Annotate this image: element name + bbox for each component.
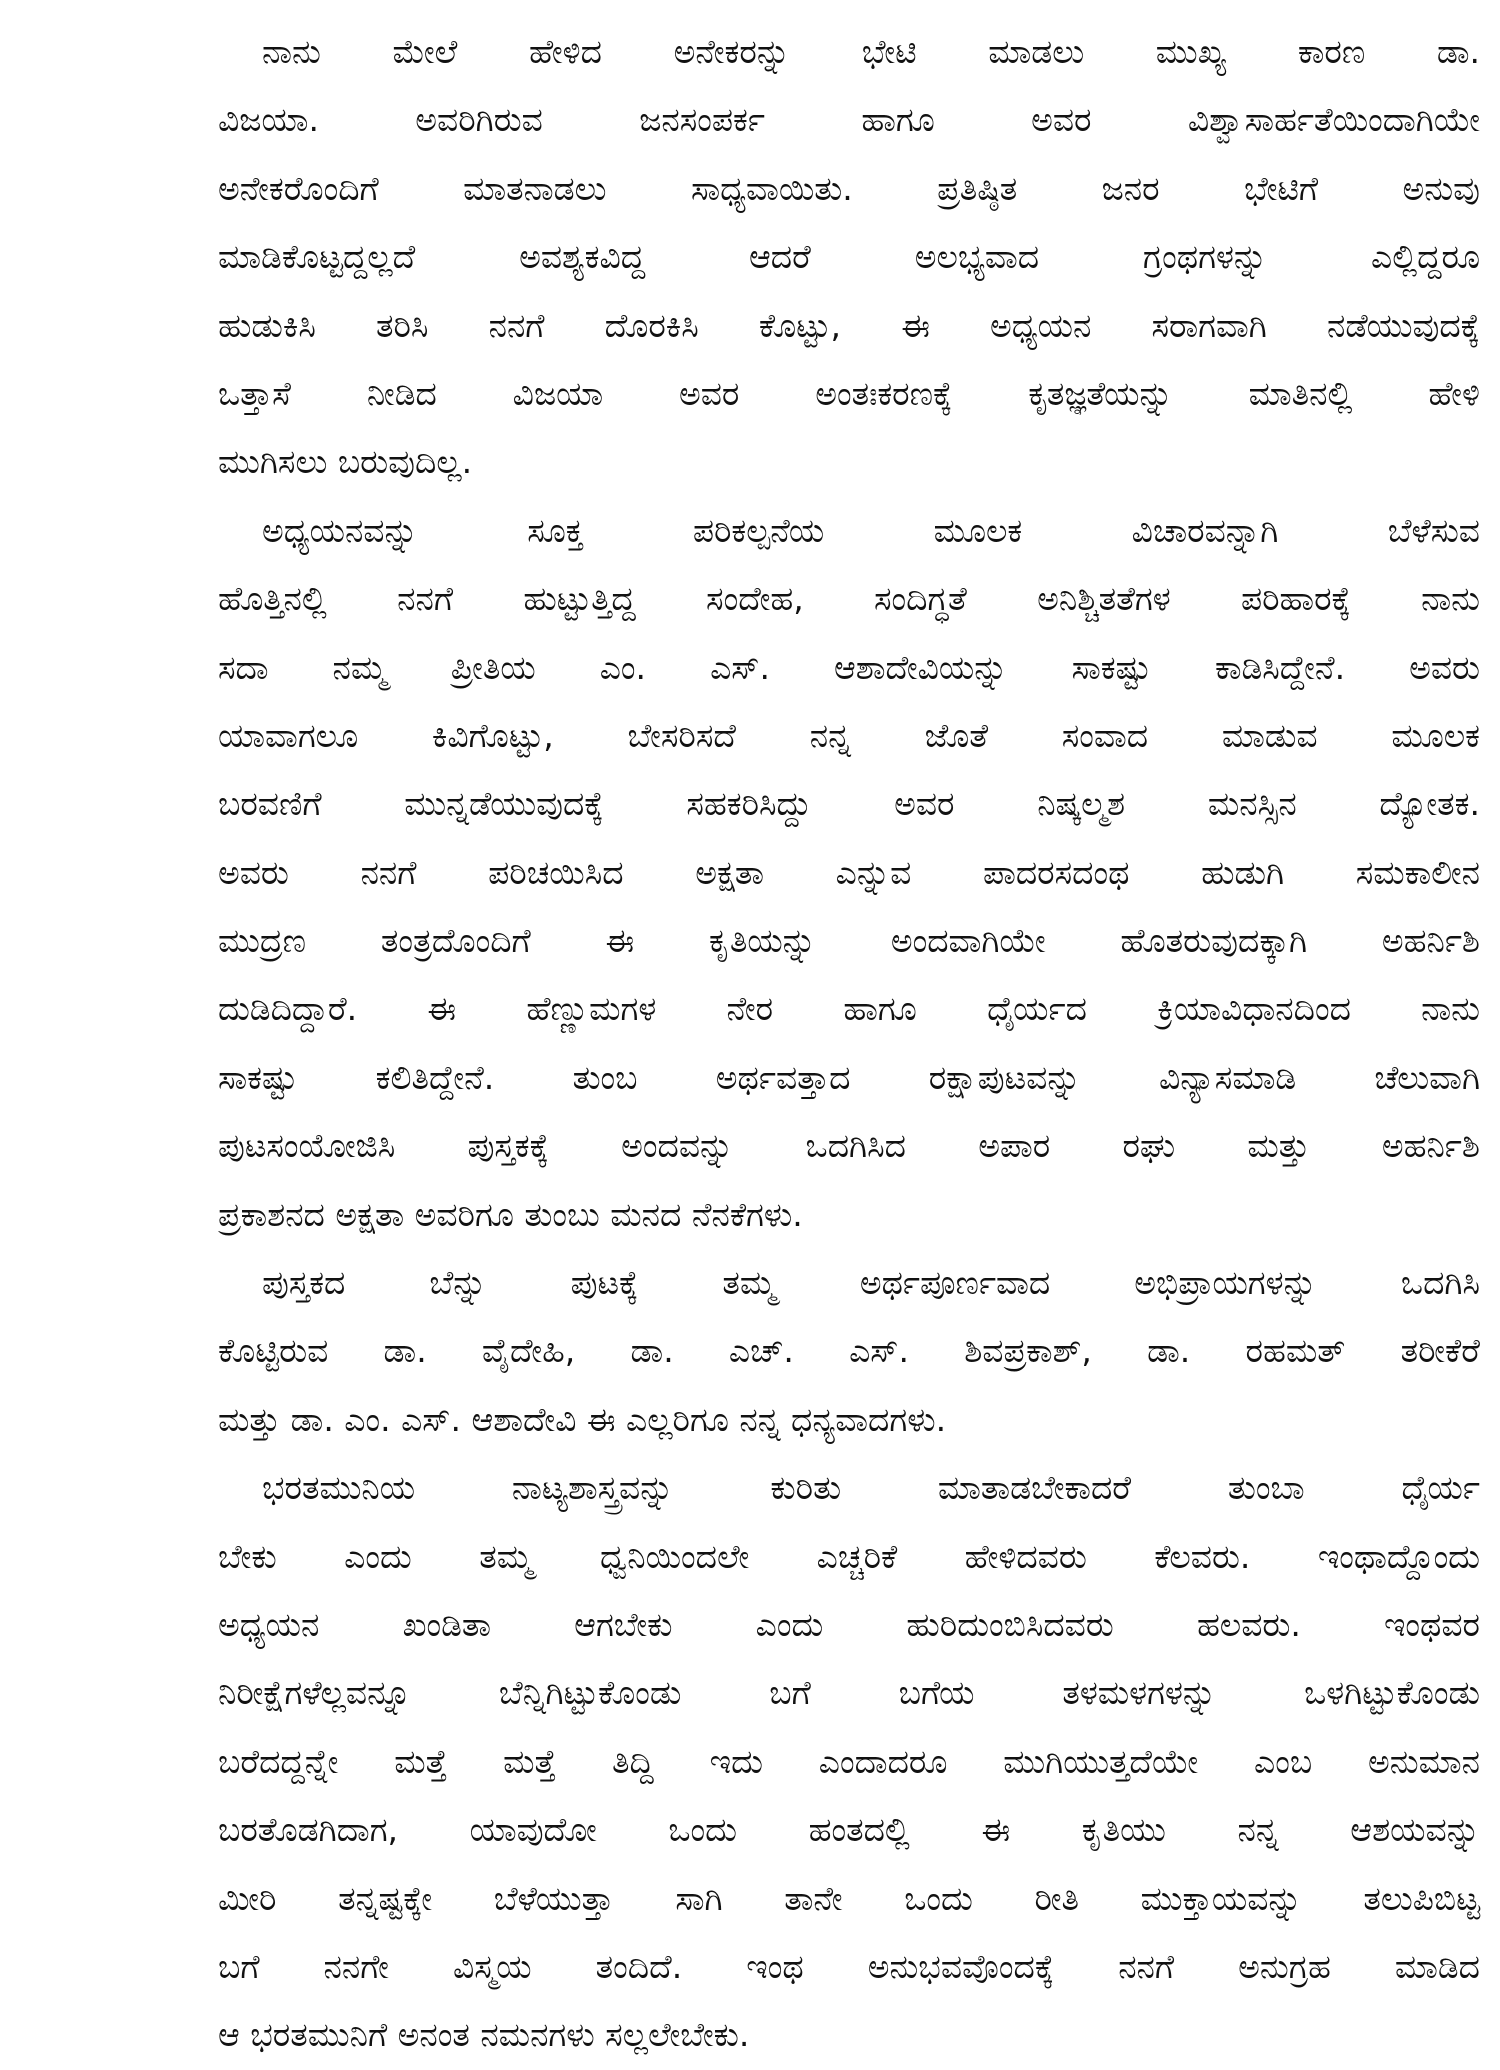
text-line: ಕೊಟ್ಟಿರುವ ಡಾ. ವೈದೇಹಿ, ಡಾ. ಎಚ್. ಎಸ್. ಶಿವಪ್ರಕಾಶ್, ಡಾ. ರಹಮತ್ ತರೀಕೆರೆ — [218, 1331, 1480, 1371]
text-line: ಪುಟಸಂಯೋಜಿಸಿ ಪುಸ್ತಕಕ್ಕೆ ಅಂದವನ್ನು ಒದಗಿಸಿದ ಅಪಾರ ರಘು ಮತ್ತು ಅಹರ್ನಿಶಿ — [218, 1126, 1480, 1166]
body-text — [218, 18, 1480, 2070]
text-line: ದುಡಿದಿದ್ದಾರೆ. ಈ ಹೆಣ್ಣುಮಗಳ ನೇರ ಹಾಗೂ ಧೈರ್ಯದ ಕ್ರಿಯಾವಿಧಾನದಿಂದ ನಾನು — [218, 989, 1480, 1029]
text-line: ಮುದ್ರಣ ತಂತ್ರದೊಂದಿಗೆ ಈ ಕೃತಿಯನ್ನು ಅಂದವಾಗಿಯೇ ಹೊತರುವುದಕ್ಕಾಗಿ ಅಹರ್ನಿಶಿ — [218, 921, 1480, 961]
text-line: ಬಗೆ ನನಗೇ ವಿಸ್ಮಯ ತಂದಿದೆ. ಇಂಥ ಅನುಭವವೊಂದಕ್ಕೆ ನನಗೆ ಅನುಗ್ರಹ ಮಾಡಿದ — [218, 1946, 1480, 1986]
text-line: ಸಾಕಷ್ಟು ಕಲಿತಿದ್ದೇನೆ. ತುಂಬ ಅರ್ಥವತ್ತಾದ ರಕ್ಷಾಪುಟವನ್ನು ವಿನ್ಯಾಸಮಾಡಿ ಚೆಲುವಾಗಿ — [218, 1057, 1480, 1097]
text-line: ಯಾವಾಗಲೂ ಕಿವಿಗೊಟ್ಟು, ಬೇಸರಿಸದೆ ನನ್ನ ಜೊತೆ ಸಂವಾದ ಮಾಡುವ ಮೂಲಕ — [218, 715, 1480, 755]
text-line: ಹೊತ್ತಿನಲ್ಲಿ ನನಗೆ ಹುಟ್ಟುತ್ತಿದ್ದ ಸಂದೇಹ, ಸಂದಿಗ್ಧತೆ ಅನಿಶ್ಚಿತತೆಗಳ ಪರಿಹಾರಕ್ಕೆ ನಾನು — [218, 579, 1480, 619]
paragraph — [218, 497, 1480, 1249]
text-line: ಅವರು ನನಗೆ ಪರಿಚಯಿಸಿದ ಅಕ್ಷತಾ ಎನ್ನುವ ಪಾದರಸದಂಥ ಹುಡುಗಿ ಸಮಕಾಲೀನ — [218, 852, 1480, 892]
text-line: ಆ ಭರತಮುನಿಗೆ ಅನಂತ ನಮನಗಳು ಸಲ್ಲಲೇಬೇಕು. — [218, 2015, 750, 2055]
text-line: ಒತ್ತಾಸೆ ನೀಡಿದ ವಿಜಯಾ ಅವರ ಅಂತಃಕರಣಕ್ಕೆ ಕೃತಜ್ಞತೆಯನ್ನು ಮಾತಿನಲ್ಲಿ ಹೇಳಿ — [218, 373, 1480, 413]
text-line: ನಿರೀಕ್ಷೆಗಳೆಲ್ಲವನ್ನೂ ಬೆನ್ನಿಗಿಟ್ಟುಕೊಂಡು ಬಗೆ ಬಗೆಯ ತಳಮಳಗಳನ್ನು ಒಳಗಿಟ್ಟುಕೊಂಡು — [218, 1673, 1480, 1713]
paragraph — [218, 18, 1480, 497]
text-line: ಸದಾ ನಮ್ಮ ಪ್ರೀತಿಯ ಎಂ. ಎಸ್. ಆಶಾದೇವಿಯನ್ನು ಸಾಕಷ್ಟು ಕಾಡಿಸಿದ್ದೇನೆ. ಅವರು — [218, 647, 1480, 687]
text-line: ಬೇಕು ಎಂದು ತಮ್ಮ ಧ್ವನಿಯಿಂದಲೇ ಎಚ್ಚರಿಕೆ ಹೇಳಿದವರು ಕೆಲವರು. ಇಂಥಾದ್ದೊಂದು — [218, 1536, 1480, 1576]
text-line: ಅಧ್ಯಯನ ಖಂಡಿತಾ ಆಗಬೇಕು ಎಂದು ಹುರಿದುಂಬಿಸಿದವರು ಹಲವರು. ಇಂಥವರ — [218, 1604, 1480, 1644]
text-line: ಮತ್ತು ಡಾ. ಎಂ. ಎಸ್. ಆಶಾದೇವಿ ಈ ಎಲ್ಲರಿಗೂ ನನ್ನ ಧನ್ಯವಾದಗಳು. — [218, 1399, 947, 1439]
text-line: ವಿಜಯಾ. ಅವರಿಗಿರುವ ಜನಸಂಪರ್ಕ ಹಾಗೂ ಅವರ ವಿಶ್ವಾಸಾರ್ಹತೆಯಿಂದಾಗಿಯೇ — [218, 100, 1480, 140]
text-line: ಬರವಣಿಗೆ ಮುನ್ನಡೆಯುವುದಕ್ಕೆ ಸಹಕರಿಸಿದ್ದು ಅವರ ನಿಷ್ಕಲ್ಮಶ ಮನಸ್ಸಿನ ದ್ಯೋತಕ. — [218, 784, 1480, 824]
text-line: ಪ್ರಕಾಶನದ ಅಕ್ಷತಾ ಅವರಿಗೂ ತುಂಬು ಮನದ ನೆನಕೆಗಳು. — [218, 1194, 803, 1234]
text-line: ಹುಡುಕಿಸಿ ತರಿಸಿ ನನಗೆ ದೊರಕಿಸಿ ಕೊಟ್ಟು, ಈ ಅಧ್ಯಯನ ಸರಾಗವಾಗಿ ನಡೆಯುವುದಕ್ಕೆ — [218, 305, 1480, 345]
text-line: ಭರತಮುನಿಯ ನಾಟ್ಯಶಾಸ್ತ್ರವನ್ನು ಕುರಿತು ಮಾತಾಡಬೇಕಾದರೆ ತುಂಬಾ ಧೈರ್ಯ — [262, 1468, 1480, 1508]
text-line: ಅನೇಕರೊಂದಿಗೆ ಮಾತನಾಡಲು ಸಾಧ್ಯವಾಯಿತು. ಪ್ರತಿಷ್ಠಿತ ಜನರ ಭೇಟಿಗೆ ಅನುವು — [218, 168, 1480, 208]
text-line: ಬರೆದದ್ದನ್ನೇ ಮತ್ತೆ ಮತ್ತೆ ತಿದ್ದಿ ಇದು ಎಂದಾದರೂ ಮುಗಿಯುತ್ತದೆಯೇ ಎಂಬ ಅನುಮಾನ — [218, 1741, 1480, 1781]
paragraph — [218, 1454, 1480, 2070]
paragraph — [218, 1249, 1480, 1454]
text-line: ಮುಗಿಸಲು ಬರುವುದಿಲ್ಲ. — [218, 442, 473, 482]
text-line: ನಾನು ಮೇಲೆ ಹೇಳಿದ ಅನೇಕರನ್ನು ಭೇಟಿ ಮಾಡಲು ಮುಖ್ಯ ಕಾರಣ ಡಾ. — [262, 32, 1480, 71]
text-line: ಮಾಡಿಕೊಟ್ಟದ್ದಲ್ಲದೆ ಅವಶ್ಯಕವಿದ್ದ ಆದರೆ ಅಲಭ್ಯವಾದ ಗ್ರಂಥಗಳನ್ನು ಎಲ್ಲಿದ್ದರೂ — [218, 237, 1480, 277]
text-line: ಅಧ್ಯಯನವನ್ನು ಸೂಕ್ತ ಪರಿಕಲ್ಪನೆಯ ಮೂಲಕ ವಿಚಾರವನ್ನಾಗಿ ಬೆಳೆಸುವ — [262, 510, 1480, 550]
text-line: ಮೀರಿ ತನ್ನಷ್ಟಕ್ಕೇ ಬೆಳೆಯುತ್ತಾ ಸಾಗಿ ತಾನೇ ಒಂದು ರೀತಿ ಮುಕ್ತಾಯವನ್ನು ತಲುಪಿಬಿಟ್ಟ — [218, 1878, 1480, 1918]
text-line: ಬರತೊಡಗಿದಾಗ, ಯಾವುದೋ ಒಂದು ಹಂತದಲ್ಲಿ ಈ ಕೃತಿಯು ನನ್ನ ಆಶಯವನ್ನು — [218, 1810, 1480, 1850]
text-line: ಪುಸ್ತಕದ ಬೆನ್ನು ಪುಟಕ್ಕೆ ತಮ್ಮ ಅರ್ಥಪೂರ್ಣವಾದ ಅಭಿಪ್ರಾಯಗಳನ್ನು ಒದಗಿಸಿ — [262, 1263, 1480, 1303]
